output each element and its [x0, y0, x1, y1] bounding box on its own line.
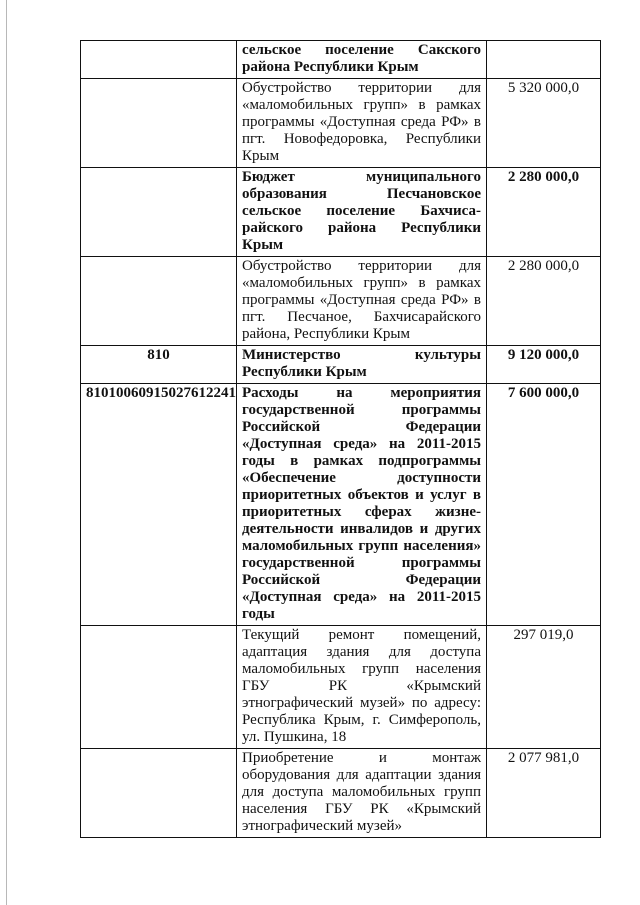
- table-row: [81, 749, 601, 838]
- row-amount: 5 320 000,0: [487, 79, 601, 168]
- row-code: [81, 41, 237, 79]
- table-row: [81, 41, 601, 79]
- row-name: Расходы на мероприятия государственной программы Российской Федерации «Доступная среда» на 2011-2015 годы в рамках подпрограммы «Обеспечение доступности приоритетных объектов и услуг в приоритетных сферах жизнедеятельности инвалидов и других маломобильных групп населения» государственной программы Российской Федерации «Доступная среда» на 2011-2015 годы: [237, 384, 487, 626]
- table-row: [81, 79, 601, 168]
- row-amount: 7 600 000,0: [487, 384, 601, 626]
- row-name: Обустройство территории для «маломобильных групп» в рамках программы «Доступная среда РФ» в пгт. Новофедоровка, Республики Крым: [237, 79, 487, 168]
- row-name: Обустройство территории для «маломобильных групп» в рамках программы «Доступная среда РФ» в пгт. Песчаное, Бахчисарайского района, Республики Крым: [237, 257, 487, 346]
- row-code: [81, 749, 237, 838]
- table-row: [81, 168, 601, 257]
- row-code: 810: [81, 346, 237, 384]
- row-code: [81, 626, 237, 749]
- table-row: [81, 346, 601, 384]
- row-name: Текущий ремонт помещений, адаптация здания для доступа маломобильных групп населения ГБУ РК «Крымский этнографический музей» по адресу: Республика Крым, г. Симферополь, ул. Пушкина, 18: [237, 626, 487, 749]
- row-code: 81010060915027612241: [81, 384, 237, 626]
- table-row: [81, 626, 601, 749]
- row-amount: [487, 41, 601, 79]
- row-name: сельское поселение Сакского района Республики Крым: [237, 41, 487, 79]
- table-row: [81, 257, 601, 346]
- row-name: Министерство культуры Республики Крым: [237, 346, 487, 384]
- row-code: [81, 79, 237, 168]
- row-code: [81, 257, 237, 346]
- row-name: Приобретение и монтаж оборудования для адаптации здания для доступа маломобильных групп населения ГБУ РК «Крымский этнографический музей»: [237, 749, 487, 838]
- row-amount: 2 077 981,0: [487, 749, 601, 838]
- scan-edge-line: [6, 0, 7, 905]
- budget-allocation-table: [80, 40, 601, 838]
- row-name: Бюджет муниципального образования Песчановское сельское поселение Бахчисарайского района Республики Крым: [237, 168, 487, 257]
- row-amount: 2 280 000,0: [487, 257, 601, 346]
- row-amount: 297 019,0: [487, 626, 601, 749]
- row-amount: 2 280 000,0: [487, 168, 601, 257]
- row-code: [81, 168, 237, 257]
- table-row: [81, 384, 601, 626]
- row-amount: 9 120 000,0: [487, 346, 601, 384]
